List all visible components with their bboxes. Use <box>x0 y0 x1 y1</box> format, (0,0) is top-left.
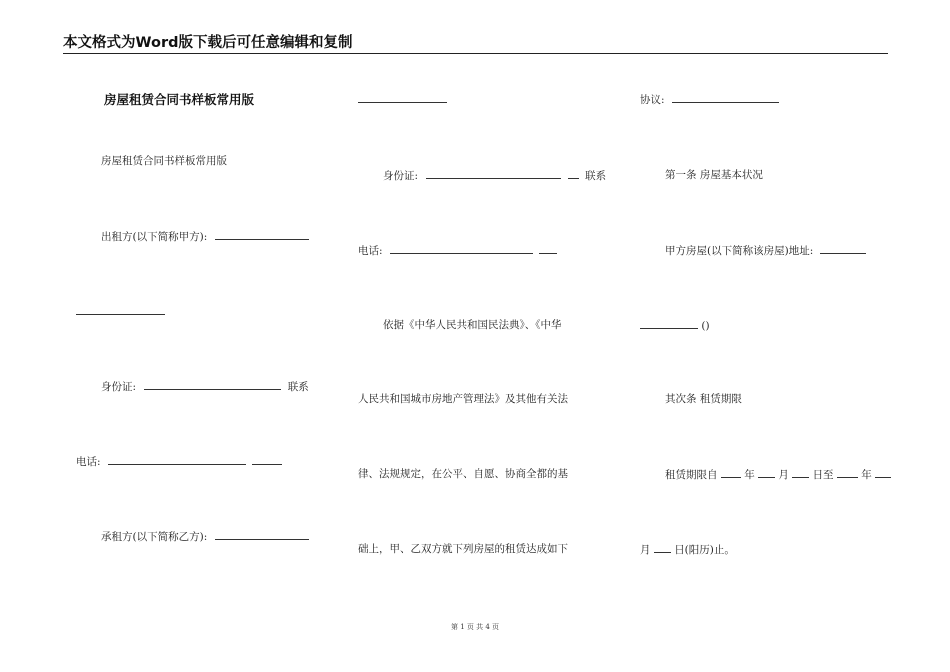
end-day-blank <box>654 542 671 553</box>
lessee-label: 承租方(以下简称乙方): <box>101 531 208 543</box>
id-blank-a <box>144 379 281 390</box>
law-paragraph-line-4: 础上，甲、乙双方就下列房屋的租赁达成如下 <box>358 543 568 555</box>
end-year-blank <box>837 467 858 478</box>
day-to-label: 日至 <box>812 469 834 481</box>
law-paragraph-line-2: 人民共和国城市房地产管理法》及其他有关法 <box>358 393 568 405</box>
id-blank-b <box>426 168 561 179</box>
address-paren: () <box>701 320 710 332</box>
contact-label-a: 联系 <box>287 381 309 393</box>
term-start-label: 租赁期限自 <box>665 469 718 481</box>
lessee-blank <box>215 529 309 540</box>
agreement-line <box>640 92 779 107</box>
term-line <box>665 467 891 482</box>
address-label: 甲方房屋(以下简称该房屋)地址: <box>665 245 814 257</box>
lessee-line <box>101 529 309 544</box>
id-line-a <box>101 379 309 394</box>
document-header: 本文格式为Word版下载后可任意编辑和复制 <box>63 35 353 51</box>
address-blank <box>820 243 866 254</box>
header-divider <box>63 53 888 54</box>
subtitle: 房屋租赁合同书样板常用版 <box>101 155 227 167</box>
law-paragraph-line-1: 依据《中华人民共和国民法典》、《中华 <box>383 319 562 331</box>
lessee-blank-continued <box>358 92 447 103</box>
term-end-line <box>640 542 735 557</box>
article-2-heading: 其次条 租赁期限 <box>665 393 742 405</box>
end-month-blank-partial <box>875 467 891 478</box>
year-unit-1: 年 <box>744 469 755 481</box>
year-unit-2: 年 <box>861 469 872 481</box>
agreement-label: 协议: <box>640 94 665 106</box>
phone-line-a <box>76 454 282 469</box>
page-number: 第 1 页 共 4 页 <box>450 623 500 631</box>
lessor-blank-continued <box>76 304 165 315</box>
day-end-label: 日(阳历)止。 <box>674 544 735 556</box>
phone-label-b: 电话: <box>358 245 383 257</box>
address-line <box>665 243 866 258</box>
phone-blank-a-extra <box>252 454 282 465</box>
lessor-label: 出租方(以下简称甲方): <box>101 231 208 243</box>
article-1-heading: 第一条 房屋基本状况 <box>665 169 763 181</box>
start-month-blank <box>758 467 775 478</box>
id-blank-b-extra <box>568 168 579 179</box>
phone-blank-b-extra <box>539 243 557 254</box>
lessor-line <box>101 229 309 244</box>
id-line-b <box>383 168 606 183</box>
id-label-a: 身份证: <box>101 381 137 393</box>
law-paragraph-line-3: 律、法规规定，在公平、自愿、协商全都的基 <box>358 468 568 480</box>
month-unit-2: 月 <box>640 544 651 556</box>
lessee-continuation-line <box>358 92 447 107</box>
id-label-b: 身份证: <box>383 170 419 182</box>
phone-label-a: 电话: <box>76 456 101 468</box>
lessor-continuation-line <box>76 304 165 319</box>
start-day-blank <box>792 467 809 478</box>
phone-line-b <box>358 243 557 258</box>
address-continuation-line <box>640 318 710 333</box>
agreement-blank <box>672 92 779 103</box>
contact-label-b: 联系 <box>585 170 607 182</box>
lessor-blank <box>215 229 309 240</box>
phone-blank-b <box>390 243 533 254</box>
address-blank-continued <box>640 318 698 329</box>
document-title: 房屋租赁合同书样板常用版 <box>104 92 255 107</box>
phone-blank-a <box>108 454 246 465</box>
start-year-blank <box>721 467 741 478</box>
month-unit-1: 月 <box>778 469 789 481</box>
